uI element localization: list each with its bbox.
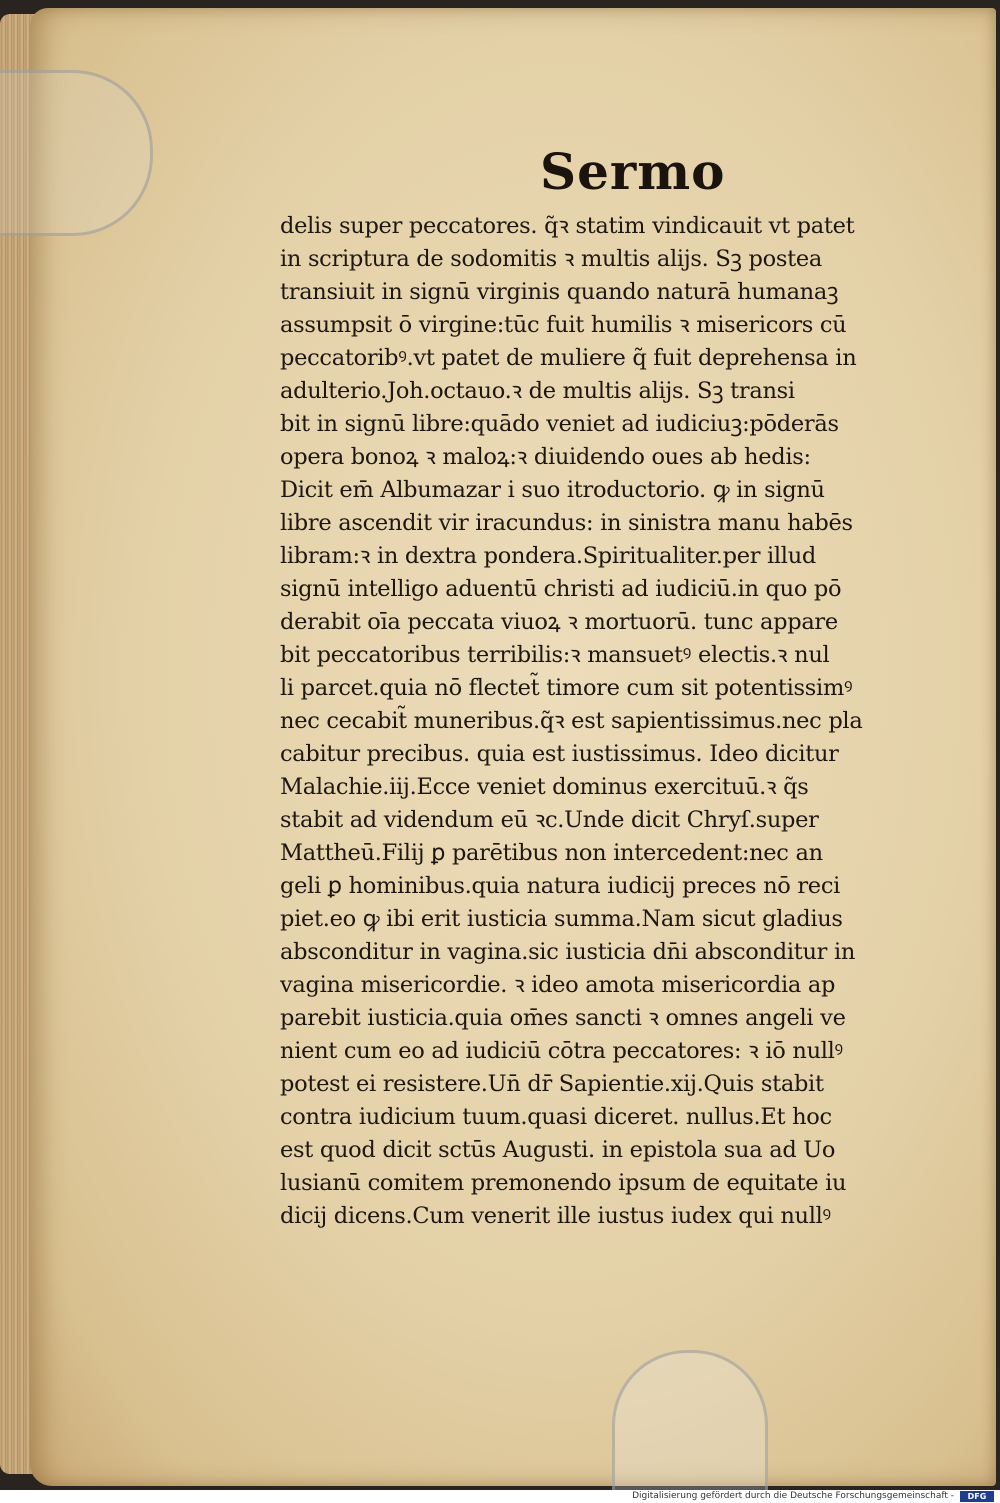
- text-line: li parcet.quia nō flectet̃ timore cum sit potentissimꝰ: [280, 675, 853, 701]
- text-line: cabitur precibus. quia est iustissimus. Ideo dicitur: [280, 741, 839, 767]
- text-line: stabit ad videndum eū ꝛc.Unde dicit Chryſ.super: [280, 807, 819, 833]
- text-line: dicij dicens.Cum venerit ille iustus iudex qui nullꝰ: [280, 1203, 831, 1229]
- text-line: geli ꝑ hominibus.quia natura iudicij preces nō reci: [280, 873, 841, 899]
- text-line: delis super peccatores. q̃ꝛ statim vindicauit vt patet: [280, 213, 855, 239]
- text-line: nec cecabit̃ muneribus.q̃ꝛ est sapientissimus.nec pla: [280, 708, 863, 734]
- text-line: assumpsit ō virgine:tūc fuit humilis ꝛ misericors cū: [280, 312, 847, 338]
- text-line: opera bonoꝝ ꝛ maloꝝ:ꝛ diuidendo oues ab hedis:: [280, 444, 811, 470]
- text-line: libre ascendit vir iracundus: in sinistra manu habēs: [280, 510, 853, 536]
- text-line: in scriptura de sodomitis ꝛ multis alijs. Sꝫ postea: [280, 246, 823, 272]
- text-line: peccatoribꝰ.vt patet de muliere q̃ fuit deprehensa in: [280, 345, 857, 371]
- text-line: Dicit em̄ Albumazar i suo itroductorio. ꝙ in signū: [280, 477, 825, 503]
- page-clip-top: [0, 70, 153, 236]
- footer-bar: [0, 1490, 1000, 1503]
- text-line: nient cum eo ad iudiciū cōtra peccatores: ꝛ iō nullꝰ: [280, 1038, 843, 1064]
- text-line: Mattheū.Filij ꝑ parētibus non intercedent:nec an: [280, 840, 823, 866]
- text-block: [280, 210, 980, 1233]
- text-line: parebit iusticia.quia om̄es sancti ꝛ omnes angeli ve: [280, 1005, 846, 1031]
- text-line: Malachie.iij.Ecce veniet dominus exercituū.ꝛ q̃s: [280, 774, 809, 800]
- text-line: bit in signū libre:quādo veniet ad iudiciuꝫ:pōderās: [280, 411, 839, 437]
- text-line: contra iudicium tuum.quasi diceret. nullus.Et hoc: [280, 1104, 832, 1130]
- page-heading: Sermo: [540, 142, 726, 201]
- text-line: bit peccatoribus terribilis:ꝛ mansuetꝰ electis.ꝛ nul: [280, 642, 830, 668]
- text-line: est quod dicit sctūs Augusti. in epistola sua ad Uo: [280, 1137, 836, 1163]
- page-clip-bottom: [612, 1350, 768, 1493]
- text-line: transiuit in signū virginis quando naturā humanaꝫ: [280, 279, 839, 305]
- dfg-logo: DFG: [960, 1491, 994, 1502]
- text-line: lusianū comitem premonendo ipsum de equitate iu: [280, 1170, 847, 1196]
- text-line: vagina misericordie. ꝛ ideo amota misericordia ap: [280, 972, 836, 998]
- text-line: potest ei resistere.Un̄ dr̄ Sapientie.xij.Quis stabit: [280, 1071, 824, 1097]
- text-line: libram:ꝛ in dextra pondera.Spiritualiter.per illud: [280, 543, 816, 569]
- text-line: adulterio.Joh.octauo.ꝛ de multis alijs. Sꝫ transi: [280, 378, 795, 404]
- text-line: absconditur in vagina.sic iusticia dn̄i absconditur in: [280, 939, 856, 965]
- text-line: piet.eo ꝙ ibi erit iusticia summa.Nam sicut gladius: [280, 906, 843, 932]
- text-line: signū intelligo aduentū christi ad iudiciū.in quo pō: [280, 576, 842, 602]
- text-line: derabit oīa peccata viuoꝝ ꝛ mortuorū. tunc appare: [280, 609, 838, 635]
- funding-credit: Digitalisierung gefördert durch die Deutsche Forschungsgemeinschaft -: [632, 1491, 954, 1501]
